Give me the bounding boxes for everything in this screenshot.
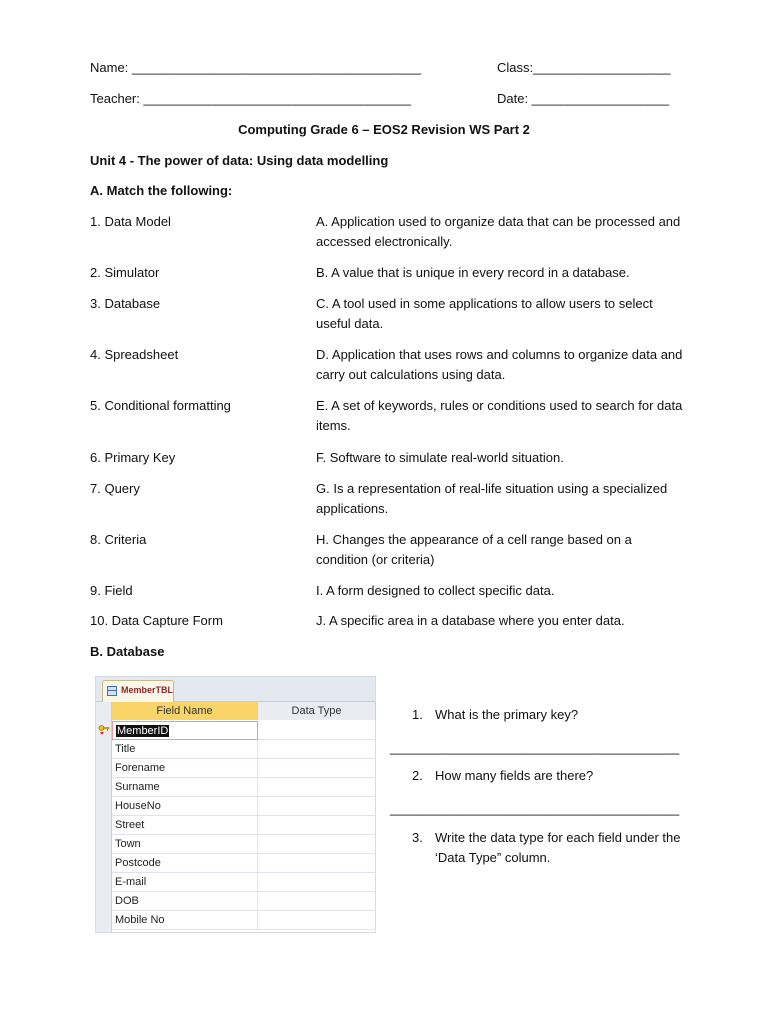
field-row[interactable]	[112, 759, 376, 778]
field-row[interactable]	[112, 721, 376, 740]
question-text: What is the primary key?	[435, 707, 579, 722]
data-type-column-header: Data Type	[258, 702, 376, 720]
match-term: 10. Data Capture Form	[90, 613, 223, 628]
field-row[interactable]	[112, 911, 376, 930]
date-field-label: Date: ___________________	[497, 91, 670, 106]
field-row[interactable]	[112, 778, 376, 797]
match-term: 4. Spreadsheet	[90, 347, 179, 362]
data-type-cell[interactable]	[258, 721, 376, 740]
question-number: 3.	[412, 830, 423, 845]
match-definition: H. Changes the appearance of a cell range based on a condition (or criteria)	[316, 532, 632, 567]
field-row[interactable]	[112, 873, 376, 892]
field-name-cell[interactable]: Town	[112, 835, 258, 854]
field-row[interactable]	[112, 797, 376, 816]
data-type-cell[interactable]	[258, 797, 376, 816]
section-b-heading: B. Database	[90, 644, 165, 659]
field-row[interactable]	[112, 740, 376, 759]
field-row[interactable]	[112, 892, 376, 911]
unit-heading: Unit 4 - The power of data: Using data modelling	[90, 153, 389, 168]
match-definition: A. Application used to organize data that can be processed and accessed electronically.	[316, 214, 681, 249]
key-icon	[98, 724, 110, 736]
field-name-cell[interactable]: Postcode	[112, 854, 258, 873]
match-term: 2. Simulator	[90, 265, 160, 280]
match-definition: C. A tool used in some applications to allow users to select useful data.	[316, 296, 653, 331]
field-name-cell[interactable]: Surname	[112, 778, 258, 797]
match-term: 9. Field	[90, 583, 133, 598]
match-term: 7. Query	[90, 481, 140, 496]
field-name-cell[interactable]	[112, 721, 258, 740]
match-term: 5. Conditional formatting	[90, 398, 231, 413]
match-definition: G. Is a representation of real-life situation using a specialized applications.	[316, 481, 668, 516]
answer-line[interactable]: ________________________________________	[390, 801, 680, 816]
match-definition: B. A value that is unique in every record in a database.	[316, 265, 630, 280]
data-type-cell[interactable]	[258, 873, 376, 892]
data-type-cell[interactable]	[258, 835, 376, 854]
worksheet-title: Computing Grade 6 – EOS2 Revision WS Part 2	[238, 122, 530, 137]
match-definition: I. A form designed to collect specific data.	[316, 583, 555, 598]
question-number: 2.	[412, 768, 423, 783]
name-field-label: Name: ________________________________________	[90, 60, 422, 75]
field-name-cell[interactable]: E-mail	[112, 873, 258, 892]
field-row[interactable]	[112, 854, 376, 873]
match-term: 1. Data Model	[90, 214, 171, 229]
field-row[interactable]	[112, 835, 376, 854]
class-field-label: Class:___________________	[497, 60, 671, 75]
database-table-screenshot	[95, 676, 376, 933]
question-number: 1.	[412, 707, 423, 722]
table-tab	[102, 680, 174, 702]
section-a-heading: A. Match the following:	[90, 183, 233, 198]
answer-line[interactable]: ________________________________________	[390, 740, 680, 755]
match-definition: D. Application that uses rows and columns to organize data and carry out calculations using data.	[316, 347, 683, 382]
row-selector-column	[96, 702, 112, 932]
field-name-cell[interactable]: Mobile No	[112, 911, 258, 930]
match-term: 3. Database	[90, 296, 161, 311]
question-text: How many fields are there?	[435, 768, 594, 783]
match-definition: E. A set of keywords, rules or conditions used to search for data items.	[316, 398, 683, 433]
field-name-cell[interactable]: Street	[112, 816, 258, 835]
field-name-text: MemberID	[117, 725, 169, 737]
teacher-field-label: Teacher: _____________________________________	[90, 91, 411, 106]
table-tab-label: MemberTBL	[121, 685, 174, 695]
data-type-cell[interactable]	[258, 816, 376, 835]
data-type-cell[interactable]	[258, 911, 376, 930]
table-tab-bar	[96, 677, 375, 702]
data-type-cell[interactable]	[258, 892, 376, 911]
data-type-cell[interactable]	[258, 740, 376, 759]
data-type-cell[interactable]	[258, 759, 376, 778]
field-row[interactable]	[112, 816, 376, 835]
field-name-column-header: Field Name	[112, 702, 258, 720]
data-type-cell[interactable]	[258, 854, 376, 873]
match-definition: F. Software to simulate real-world situation.	[316, 450, 564, 465]
data-type-cell[interactable]	[258, 778, 376, 797]
table-icon	[107, 686, 117, 696]
question-text: Write the data type for each field under the ‘Data Type” column.	[435, 830, 681, 865]
match-definition: J. A specific area in a database where you enter data.	[316, 613, 625, 628]
match-term: 8. Criteria	[90, 532, 147, 547]
field-name-cell[interactable]: HouseNo	[112, 797, 258, 816]
field-name-cell[interactable]: DOB	[112, 892, 258, 911]
field-name-cell[interactable]: Forename	[112, 759, 258, 778]
field-name-cell[interactable]: Title	[112, 740, 258, 759]
match-term: 6. Primary Key	[90, 450, 176, 465]
